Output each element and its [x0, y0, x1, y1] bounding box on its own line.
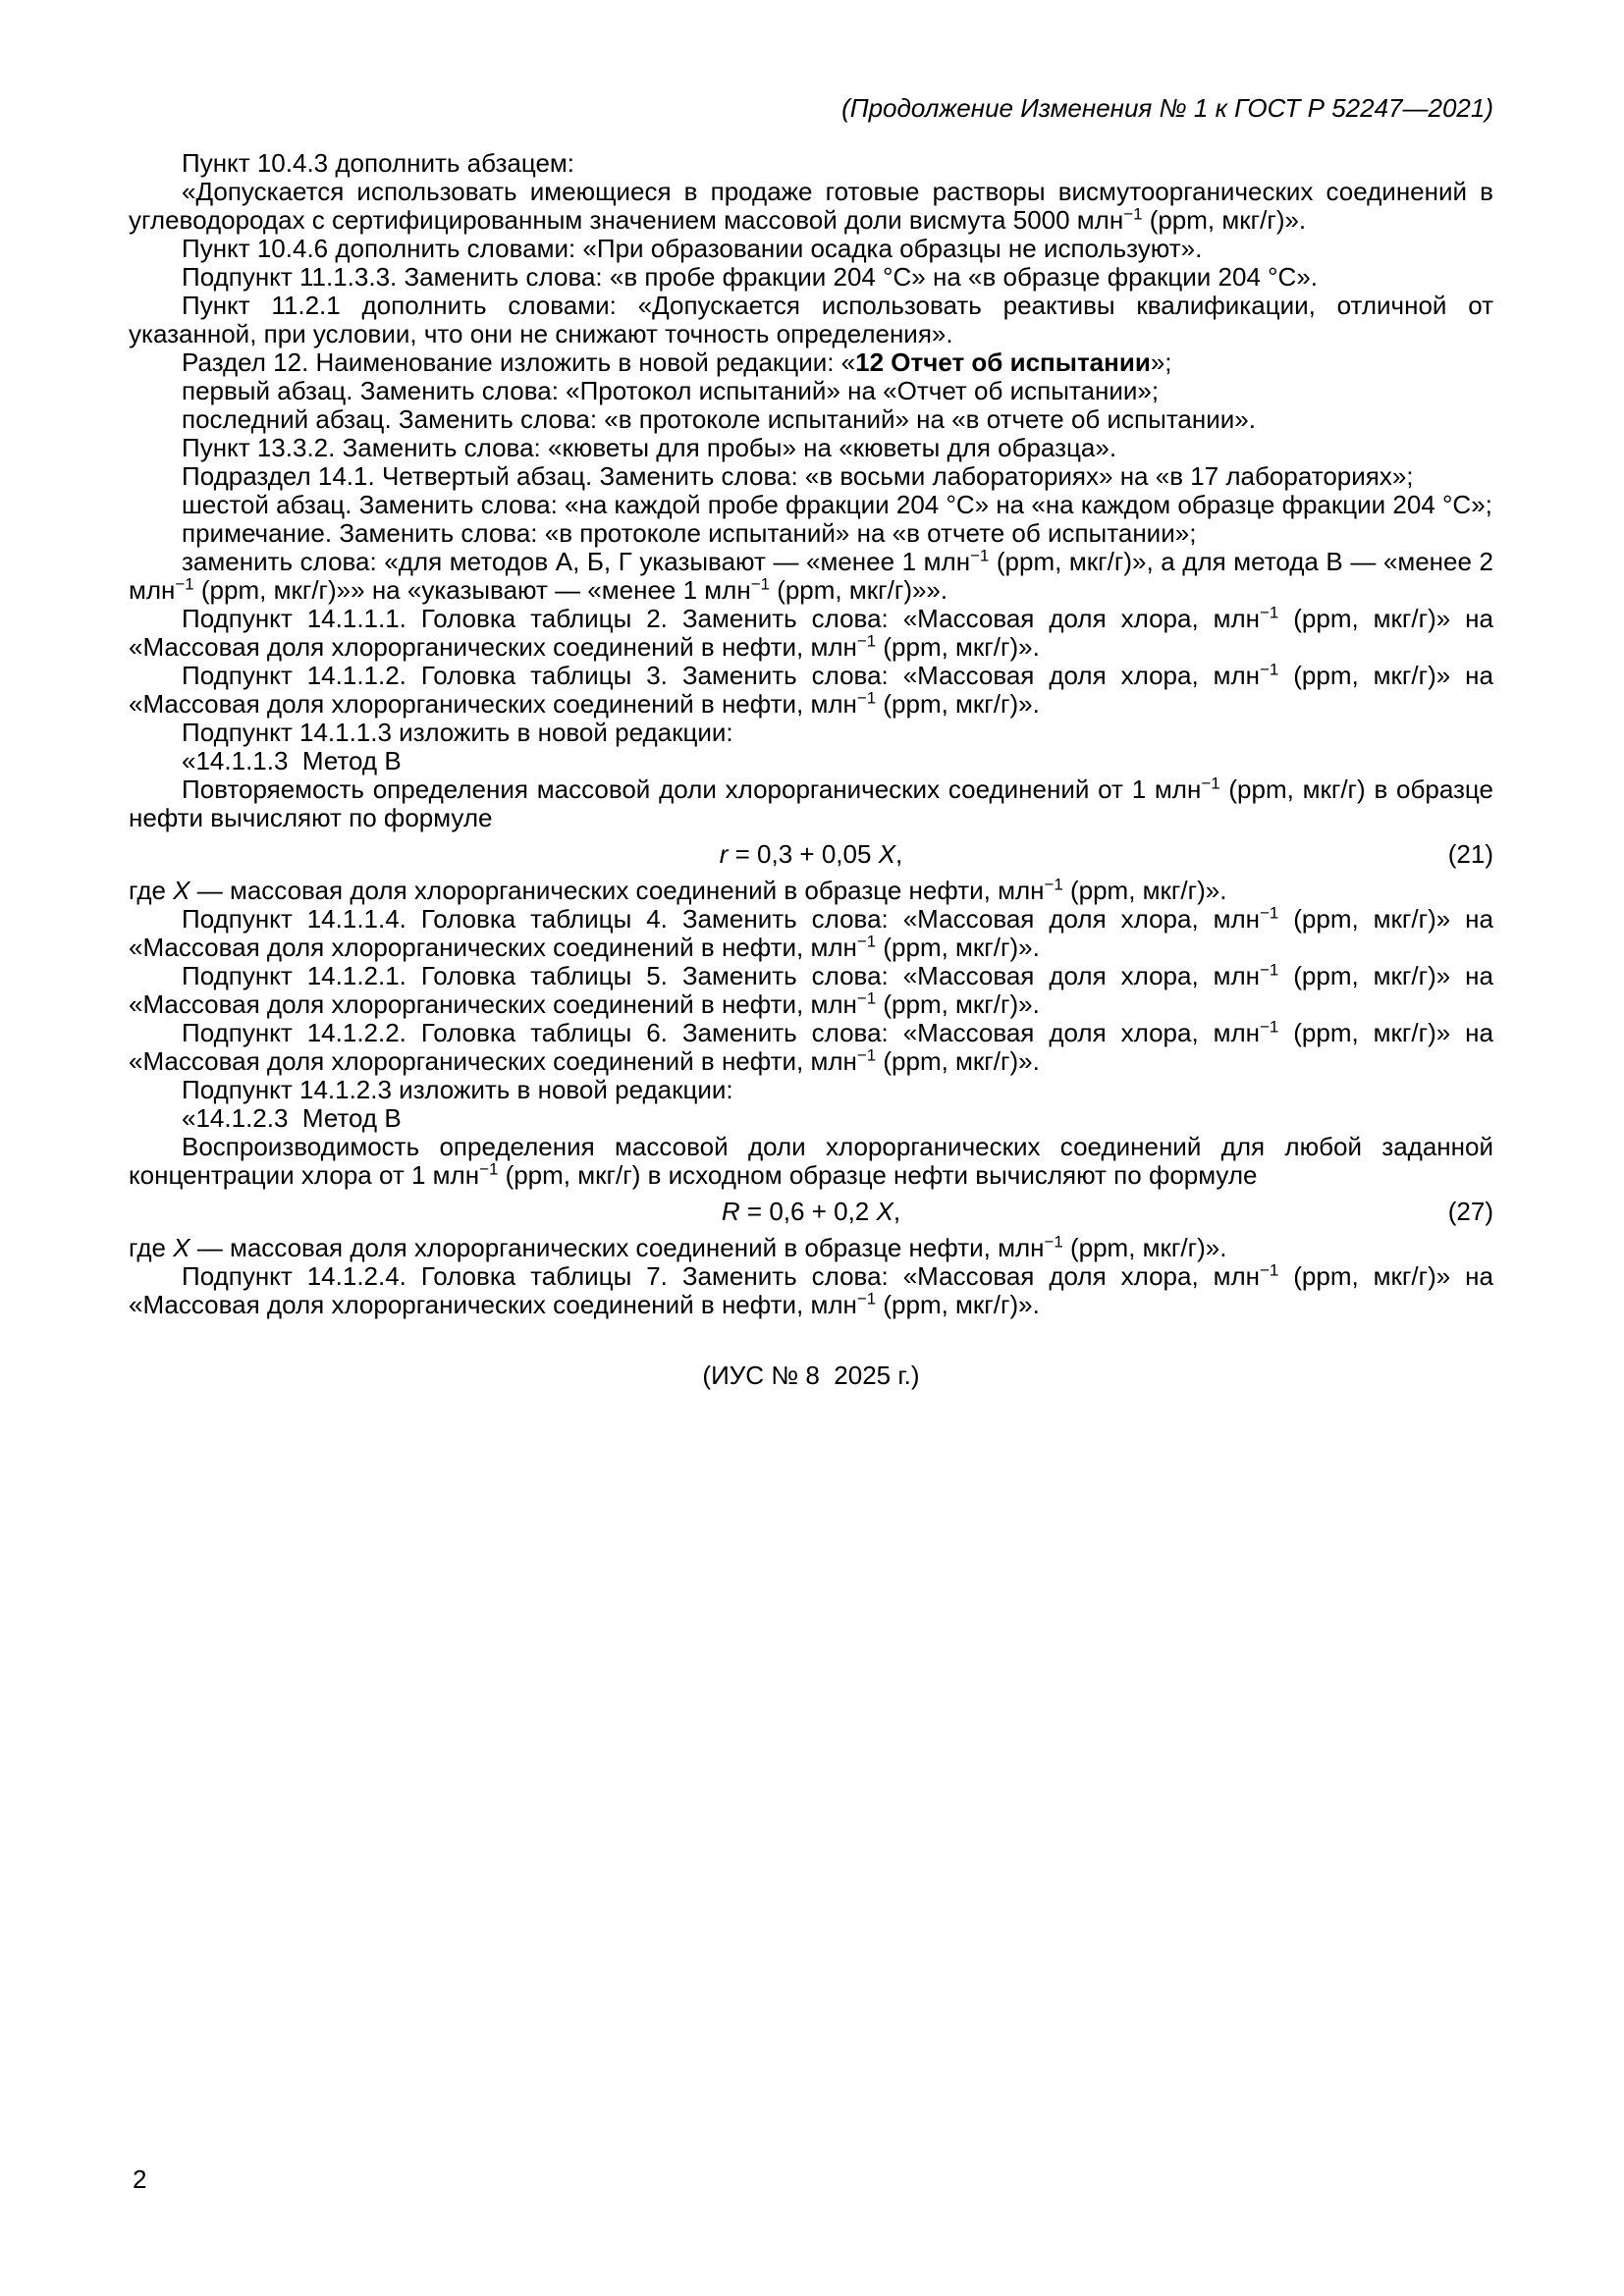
paragraph: Подпункт 11.1.3.3. Заменить слова: «в пробе фракции 204 °С» на «в образце фракции 204 °С». — [182, 262, 1318, 292]
formula-expression: r = 0,3 + 0,05 X, — [719, 839, 903, 869]
paragraph: Пункт 11.2.1 дополнить словами: «Допускается использовать реактивы квалификации, отличной от указанной, при условии, что они не снижают точность определения». — [129, 291, 1493, 348]
text-block — [129, 94, 1493, 1390]
formula — [129, 840, 1493, 869]
paragraph: Пункт 10.4.3 дополнить абзацем: — [182, 148, 575, 178]
paragraph: Подпункт 14.1.2.4. Головка таблицы 7. Заменить слова: «Массовая доля хлора, млн$^{-1}$ (ppm, мкг/г)» на «Массовая доля хлорорганических соединений в нефти, млн$^{-1}$ (ppm, мкг/г)». — [129, 1260, 1493, 1319]
formula — [129, 1198, 1493, 1226]
paragraph: последний абзац. Заменить слова: «в протоколе испытаний» на «в отчете об испытании». — [182, 404, 1256, 434]
paragraph: шестой абзац. Заменить слова: «на каждой пробе фракции 204 °С» на «на каждом образце фракции 204 °С»; — [182, 490, 1492, 519]
formula-number: (21) — [1447, 839, 1493, 869]
paragraph: примечание. Заменить слова: «в протоколе испытаний» на «в отчете об испытании»; — [182, 518, 1197, 548]
paragraph: Воспроизводимость определения массовой доли хлорорганических соединений для любой заданной концентрации хлора от 1 млн$^{-1}$ (ppm, мкг/г) в исходном образце нефти вычисляют по формуле — [129, 1132, 1493, 1190]
paragraph: Подпункт 14.1.1.3 изложить в новой редакции: — [182, 718, 733, 747]
paragraph: Повторяемость определения массовой доли хлорорганических соединений от 1 млн$^{-1}$ (ppm, мкг/г) в образце нефти вычисляют по формуле — [129, 774, 1493, 832]
paragraph: Раздел 12. Наименование изложить в новой редакции: «12 Отчет об испытании»; — [182, 347, 1172, 377]
page-number: 2 — [133, 2164, 147, 2194]
paragraph: где X — массовая доля хлорорганических соединений в образце нефти, млн$^{-1}$ (ppm, мкг/г)». — [129, 1232, 1227, 1262]
paragraph: Подпункт 14.1.1.2. Головка таблицы 3. Заменить слова: «Массовая доля хлора, млн$^{-1}$ (ppm, мкг/г)» на «Массовая доля хлорорганических соединений в нефти, млн$^{-1}$ (ppm, мкг/г)». — [129, 660, 1493, 719]
page-header: (Продолжение Изменения № 1 к ГОСТ Р 52247—2021) — [841, 93, 1493, 123]
paragraph: Пункт 10.4.6 дополнить словами: «При образовании осадка образцы не используют». — [182, 234, 1203, 263]
paragraph: «14.1.1.3 Метод В — [182, 746, 402, 775]
paragraph: Подпункт 14.1.2.3 изложить в новой редакции: — [182, 1075, 733, 1104]
paragraph: Пункт 13.3.2. Заменить слова: «кюветы для пробы» на «кюветы для образца». — [182, 433, 1117, 462]
paragraph: «Допускается использовать имеющиеся в продаже готовые растворы висмутоорганических соединений в углеводородах с сертифицированным значением массовой доли висмута 5000 млн$^{-1}$ (ppm, мкг/г)». — [129, 177, 1493, 235]
document-body — [129, 149, 1493, 1319]
formula-expression: R = 0,6 + 0,2 X, — [721, 1197, 901, 1226]
paragraph: «14.1.2.3 Метод В — [182, 1103, 402, 1133]
paragraph: Подпункт 14.1.2.1. Головка таблицы 5. Заменить слова: «Массовая доля хлора, млн$^{-1}$ (ppm, мкг/г)» на «Массовая доля хлорорганических соединений в нефти, млн$^{-1}$ (ppm, мкг/г)». — [129, 960, 1493, 1019]
footer-note: (ИУС № 8 2025 г.) — [702, 1361, 920, 1390]
paragraph: первый абзац. Заменить слова: «Протокол испытаний» на «Отчет об испытании»; — [182, 376, 1160, 405]
paragraph: заменить слова: «для методов А, Б, Г указывают — «менее 1 млн$^{-1}$ (ppm, мкг/г)», а для метода В — «менее 2 млн$^{-1}$ (ppm, мкг/г)»» на «указывают — «менее 1 млн$^{-1}$ (ppm, мкг/г)»». — [129, 546, 1493, 605]
paragraph: Подраздел 14.1. Четвертый абзац. Заменить слова: «в восьми лабораториях» на «в 17 лабораториях»; — [182, 461, 1414, 491]
paragraph: Подпункт 14.1.2.2. Головка таблицы 6. Заменить слова: «Массовая доля хлора, млн$^{-1}$ (ppm, мкг/г)» на «Массовая доля хлорорганических соединений в нефти, млн$^{-1}$ (ppm, мкг/г)». — [129, 1017, 1493, 1076]
paragraph: где X — массовая доля хлорорганических соединений в образце нефти, млн$^{-1}$ (ppm, мкг/г)». — [129, 875, 1227, 905]
paragraph: Подпункт 14.1.1.4. Головка таблицы 4. Заменить слова: «Массовая доля хлора, млн$^{-1}$ (ppm, мкг/г)» на «Массовая доля хлорорганических соединений в нефти, млн$^{-1}$ (ppm, мкг/г)». — [129, 903, 1493, 962]
paragraph: Подпункт 14.1.1.1. Головка таблицы 2. Заменить слова: «Массовая доля хлора, млн$^{-1}$ (ppm, мкг/г)» на «Массовая доля хлорорганических соединений в нефти, млн$^{-1}$ (ppm, мкг/г)». — [129, 603, 1493, 662]
formula-number: (27) — [1447, 1197, 1493, 1226]
